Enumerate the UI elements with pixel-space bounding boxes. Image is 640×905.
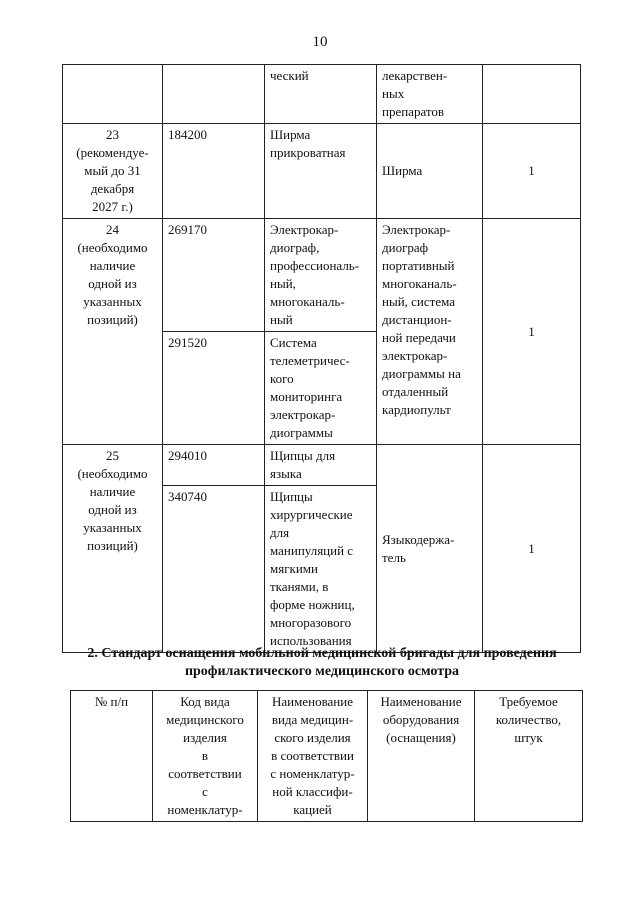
code-cell: 294010 — [163, 445, 265, 486]
name-cell: ческий — [265, 65, 377, 124]
equipment-cell: Ширма — [377, 124, 483, 219]
quantity-cell: 1 — [483, 124, 581, 219]
quantity-cell: 1 — [483, 219, 581, 445]
name-cell: Электрокар- диограф, профессиональ- ный, многоканаль- ный — [265, 219, 377, 332]
code-cell: 291520 — [163, 332, 265, 445]
quantity-cell: 1 — [483, 445, 581, 653]
header-cell: № п/п — [71, 691, 153, 822]
table-row — [63, 219, 581, 332]
equipment-cell: лекарствен- ных препаратов — [377, 65, 483, 124]
code-cell — [163, 65, 265, 124]
table-row — [63, 445, 581, 486]
table-row — [63, 65, 581, 124]
header-cell: Требуемое количество, штук — [475, 691, 583, 822]
code-cell: 269170 — [163, 219, 265, 332]
equipment-table-continued — [62, 64, 581, 653]
header-cell: Наименование вида медицин- ского изделия в соответствии с номенклатур- ной классифи- кацией — [258, 691, 368, 822]
section-heading: 2. Стандарт оснащения мобильной медицинской бригады для проведения профилактического медицинского осмотра — [87, 646, 557, 679]
quantity-cell — [483, 65, 581, 124]
header-cell: Наименование оборудования (оснащения) — [368, 691, 475, 822]
code-cell: 184200 — [163, 124, 265, 219]
equipment-cell: Электрокар- диограф портативный многоканаль- ный, система дистанцион- ной передачи электрокар- диограммы на отдаленный кардиопульт — [377, 219, 483, 445]
row-number-cell: 25 (необходимо наличие одной из указанных позиций) — [63, 445, 163, 653]
page-number: 10 — [312, 34, 328, 50]
header-cell: Код вида медицинского изделия в соответствии с номенклатур- — [153, 691, 258, 822]
name-cell: Щипцы для языка — [265, 445, 377, 486]
name-cell: Ширма прикроватная — [265, 124, 377, 219]
equipment-cell: Языкодержа- тель — [377, 445, 483, 653]
row-number-cell: 24 (необходимо наличие одной из указанных позиций) — [63, 219, 163, 445]
row-number-cell — [63, 65, 163, 124]
mobile-team-equipment-table — [70, 690, 583, 822]
name-cell: Щипцы хирургические для манипуляций с мягкими тканями, в форме ножниц, многоразового использования — [265, 486, 377, 653]
name-cell: Система телеметричес- кого мониторинга электрокар- диограммы — [265, 332, 377, 445]
row-number-cell: 23 (рекомендуе- мый до 31 декабря 2027 г.) — [63, 124, 163, 219]
table-row — [63, 124, 581, 219]
table-header-row — [71, 691, 583, 822]
code-cell: 340740 — [163, 486, 265, 653]
